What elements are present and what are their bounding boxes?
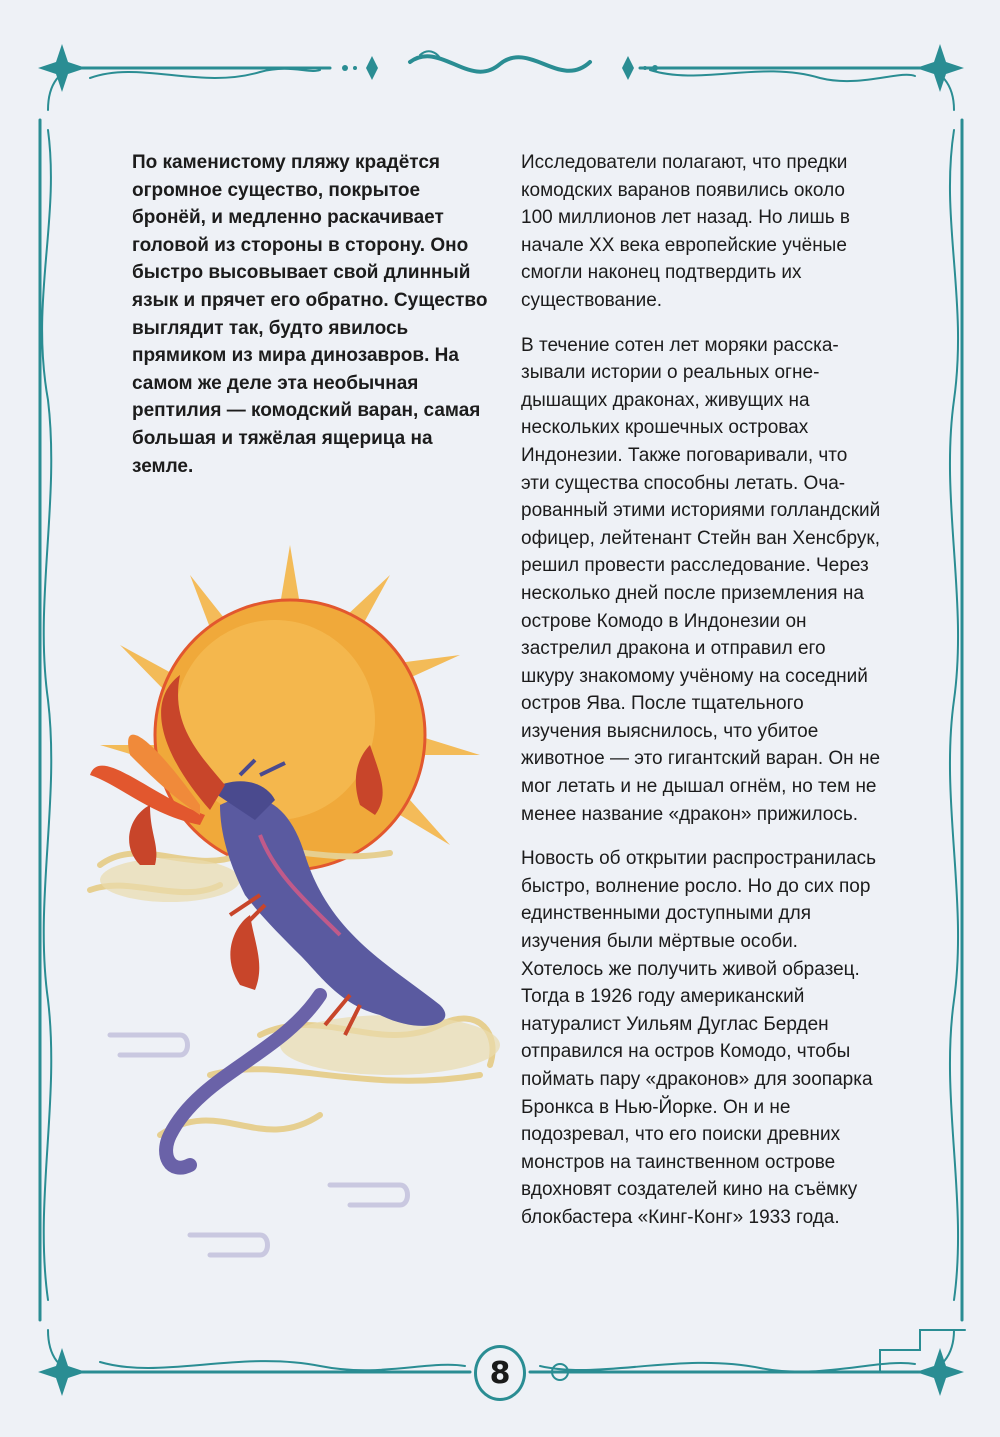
dragon-illustration — [60, 535, 520, 1315]
page-number: 8 — [474, 1345, 526, 1401]
dragon-ornament-icon — [410, 56, 590, 71]
intro-paragraph: По каменистому пляжу крадётся огромное существо, покрытое бронёй, и медленно раскачивает головой из стороны в сторону. Оно быстро высовывает свой длинный язык и прячет его обратно. Существо выглядит так, будто явилось прямиком из мира динозавров. На самом же деле эта необычная рептилия — комодский варан, самая большая и тяжёлая ящерица на земле. — [132, 152, 488, 477]
body-column — [521, 149, 881, 1249]
sun-icon — [100, 545, 480, 870]
body-paragraph-1: Исследователи полагают, что предки комодских варанов появились около 100 миллионов лет назад. Но лишь в начале XX века европейские учёные смогли наконец подтвердить их существование. — [521, 152, 850, 311]
body-paragraph-3: Новость об открытии распространилась быстро, волнение росло. Но до сих пор единственными доступными для изучения были мёртвые особи. Хотелось же получить живой образец. Тогда в 1926 году американский натуралист Уильям Дуглас Берден отправился на остров Комодо, чтобы поймать пару «драконов» для зоопарка Бронкса в Нью-Йорке. Он и не подозревал, что его поиски древних монстров на таинственном острове вдохновят создателей кино на съёмку блокбастера «Кинг-Конг» 1933 года. — [521, 848, 876, 1228]
body-paragraph-2: В течение сотен лет моряки рассказывали истории о реальных огнедышащих драконах, живущих на нескольких крошечных островах Индонезии. Также поговаривали, что эти существа способны летать. Очарованный этими историями голландский офицер, лейтенант Стейн ван Хенсбрук, решил провести расследование. Через несколько дней после приземления на острове Комодо в Индонезии он застрелил дракона и отправил его шкуру знакомому учёному на соседний остров Ява. После тщательного изучения выяснилось, что убитое животное — это гигантский варан. Он не мог летать и не дышал огнём, но тем не менее название «дракон» прижилось. — [521, 334, 881, 825]
